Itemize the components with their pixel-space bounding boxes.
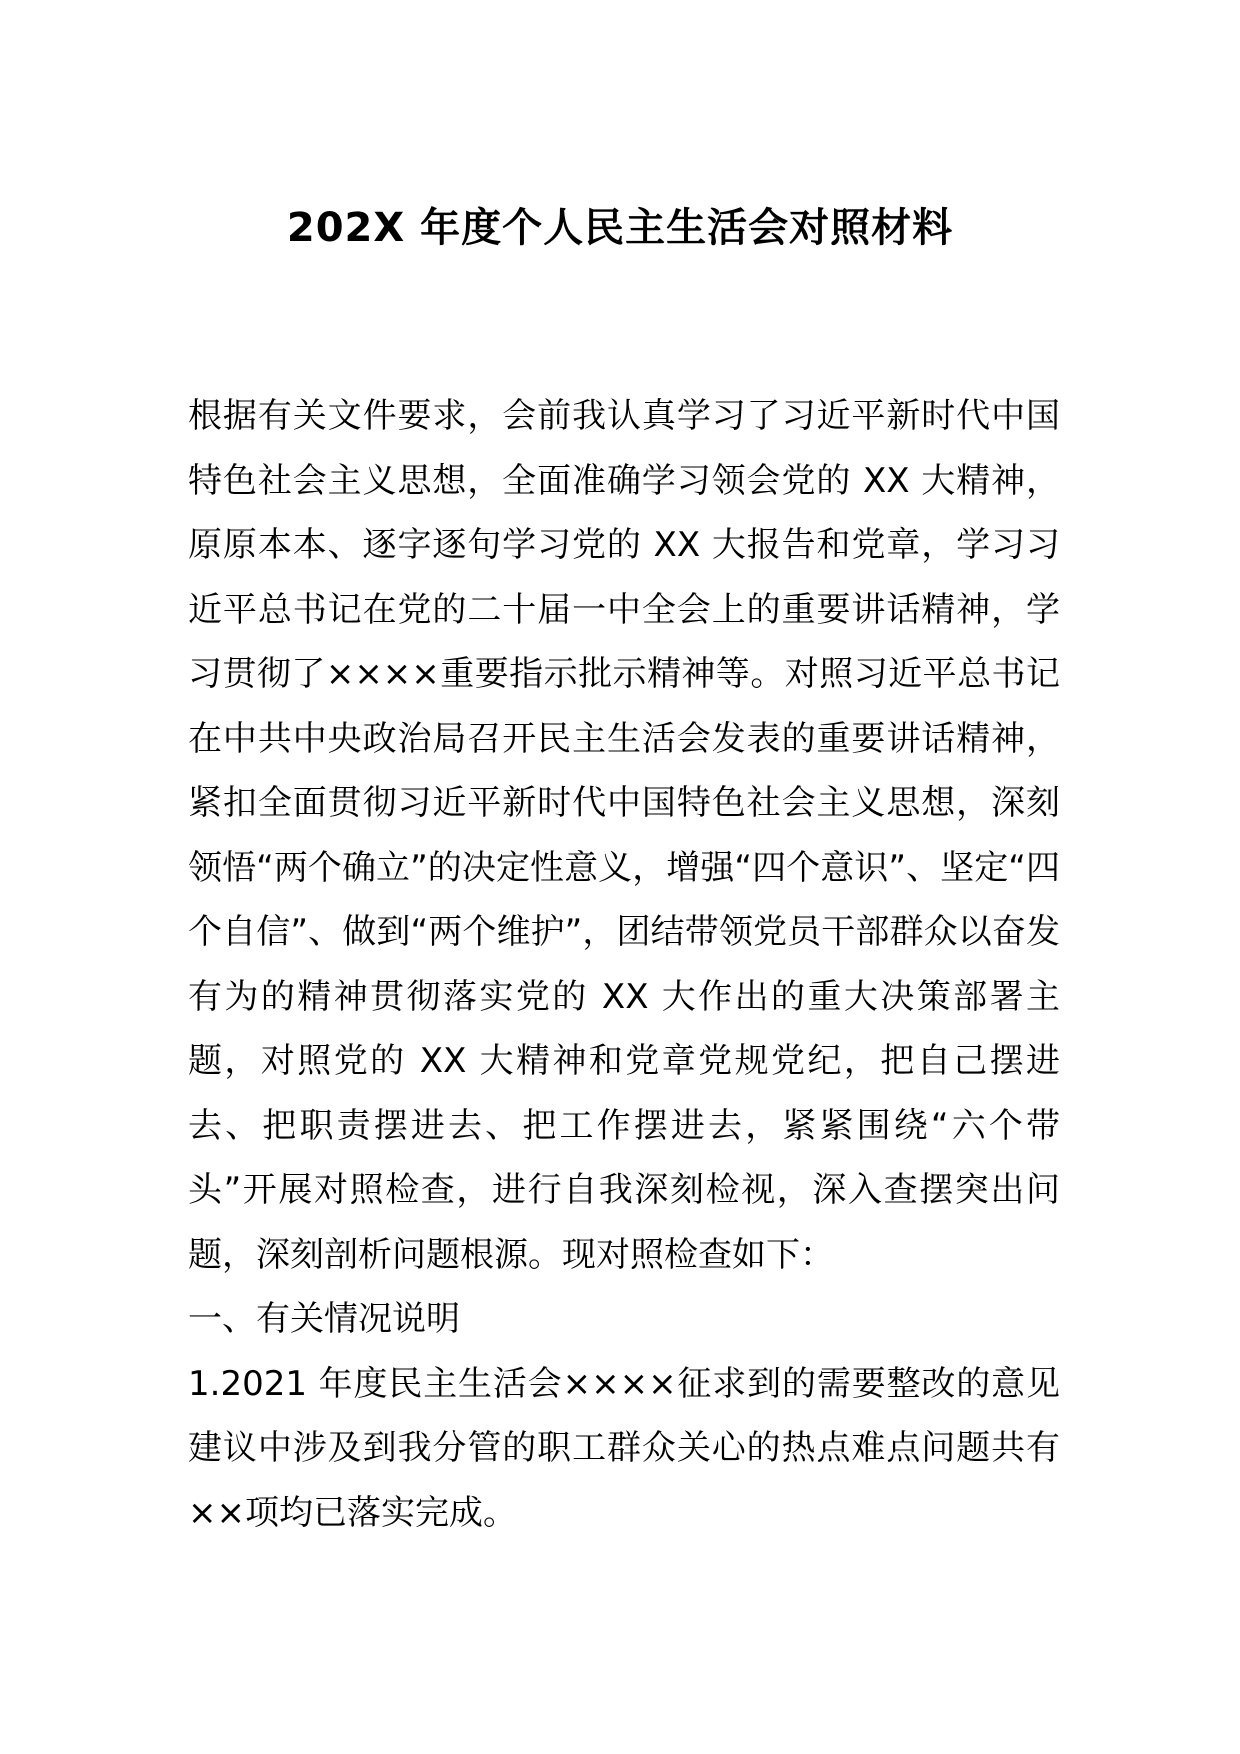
section-heading: 一、有关情况说明 — [188, 1299, 460, 1339]
document-title: 202X 年度个人民主生活会对照材料 — [286, 205, 954, 251]
intro-paragraph: 根据有关文件要求，会前我认真学习了习近平新时代中国特色社会主义思想，全面准确学习领会党的 XX 大精神，原原本本、逐字逐句学习党的 XX 大报告和党章，学习习近平总书记在党的二十届一中全会上的重要讲话精神，学习贯彻了××××重要指示批示精神等。对照习近平总书记在中共中央政治局召开民主生活会发表的重要讲话精神，紧扣全面贯彻习近平新时代中国特色社会主义思想，深刻领悟“两个确立”的决定性意义，增强“四个意识”、坚定“四个自信”、做到“两个维护”，团结带领党员干部群众以奋发有为的精神贯彻落实党的 XX 大作出的重大决策部署主题，对照党的 XX 大精神和党章党规党纪，把自己摆进去、把职责摆进去、把工作摆进去，紧紧围绕“六个带头”开展对照检查，进行自我深刻检视，深入查摆突出问题，深刻剖析问题根源。现对照检查如下： — [188, 396, 1060, 1275]
item-paragraph: 1.2021 年度民主生活会××××征求到的需要整改的意见建议中涉及到我分管的职工群众关心的热点难点问题共有××项均已落实完成。 — [188, 1363, 1060, 1533]
document-body — [188, 384, 1060, 1545]
